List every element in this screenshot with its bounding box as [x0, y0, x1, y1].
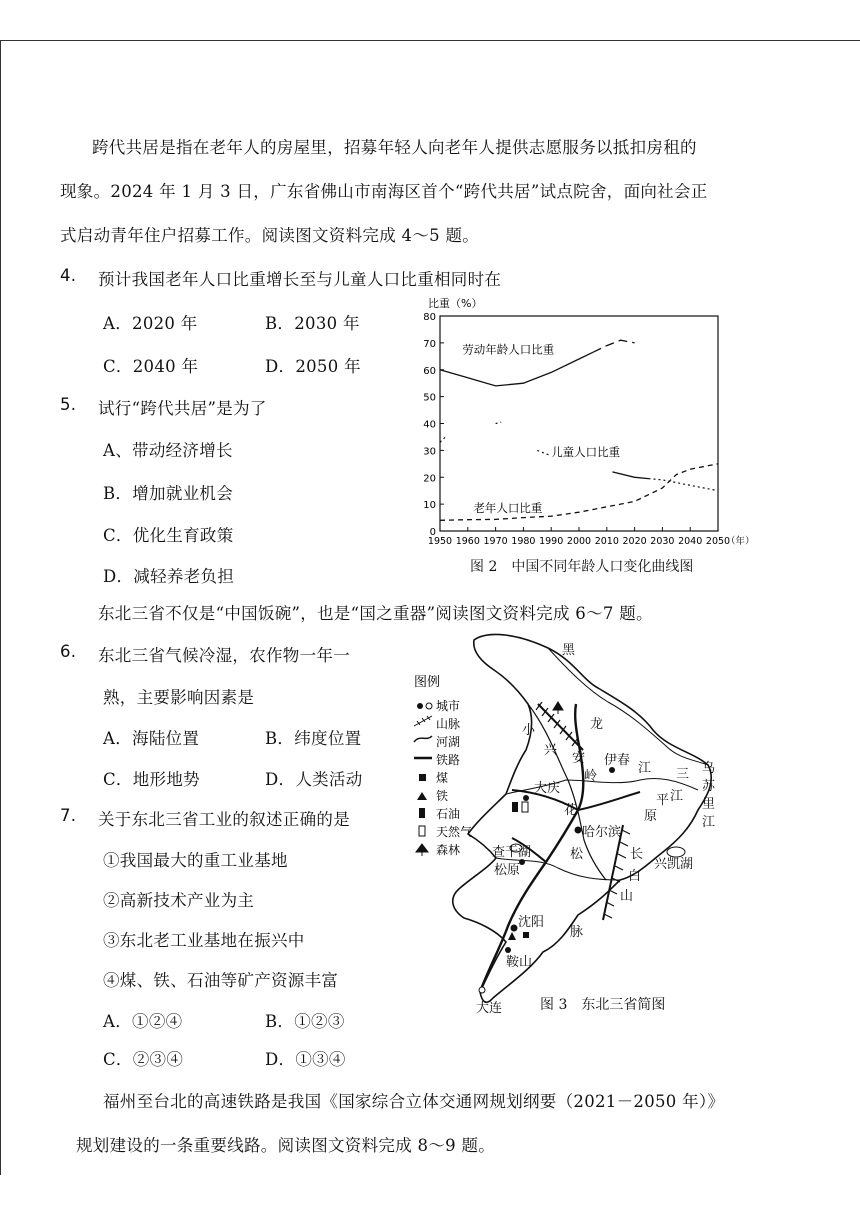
label-mai: 脉 [570, 925, 584, 940]
q4-option-a[interactable]: A．2020 年 [103, 314, 198, 333]
q7-number: 7. [60, 806, 77, 825]
intro-2: 东北三省不仅是“中国饭碗”，也是“国之重器”阅读图文资料完成 6～7 题。 [98, 604, 653, 623]
label-shenyang: 沈阳 [518, 915, 545, 930]
map-outline [453, 634, 712, 1002]
y-tick-label: 40 [423, 419, 436, 431]
y-tick-label: 20 [423, 473, 436, 485]
fig2-caption: 图 2 中国不同年龄人口变化曲线图 [470, 559, 694, 575]
y-tick-label: 70 [423, 338, 436, 350]
intro-3-line-2: 规划建设的一条重要线路。阅读图文资料完成 8～9 题。 [76, 1136, 496, 1155]
legend-coal: 煤 [436, 771, 449, 785]
q7-option-a[interactable]: A．①②④ [103, 1012, 183, 1031]
q6-option-b[interactable]: B．纬度位置 [265, 729, 362, 748]
label-dalian: 大连 [476, 1001, 503, 1016]
q6-option-c[interactable]: C．地形地势 [103, 770, 200, 789]
q7-option-c[interactable]: C．②③④ [103, 1050, 184, 1069]
label-shan: 山 [620, 889, 634, 904]
x-axis-unit: （年） [726, 536, 755, 547]
series-working-solid [440, 352, 593, 386]
label-yichun: 伊春 [604, 753, 631, 768]
q4-option-d[interactable]: D．2050 年 [265, 357, 361, 376]
legend-oil: 石油 [436, 807, 461, 821]
x-tick-label: 2010 [594, 536, 619, 547]
q7-statement-3: ③东北老工业基地在振兴中 [103, 931, 305, 950]
label-hua: 花 [564, 803, 578, 818]
legend-oil-icon [419, 808, 425, 818]
intro-line-2: 现象。2024 年 1 月 3 日，广东省佛山市南海区首个“跨代共居”试点院舍，面向社会正 [60, 182, 708, 201]
label-songyuan: 松原 [494, 863, 521, 878]
q5-option-a[interactable]: A、带动经济增长 [103, 441, 233, 460]
series-label-elderly: 老年人口比重 [473, 501, 543, 516]
legend-iron: 铁 [436, 789, 449, 803]
label-su: 苏 [702, 779, 716, 794]
q6-option-a[interactable]: A．海陆位置 [103, 729, 200, 748]
legend-title: 图例 [414, 675, 441, 690]
label-anshan: 鞍山 [506, 955, 533, 970]
legend-forest-icon [416, 844, 428, 856]
series-working-dashed [593, 340, 635, 352]
label-jiang-2: 江 [702, 815, 716, 830]
label-ping: 平 [656, 793, 670, 808]
legend-forest: 森林 [436, 843, 461, 857]
label-xingkaihu: 兴凯湖 [654, 857, 694, 872]
legend-gas-icon [419, 826, 425, 836]
x-tick-label: 2000 [566, 536, 592, 547]
y-axis-label: 比重（%） [428, 297, 483, 310]
lake-xingkai [667, 847, 685, 857]
city-anshan-dot [505, 947, 511, 953]
legend-city-icon-2 [426, 703, 432, 709]
page-frame-top [0, 40, 860, 41]
intro-line-3: 式启动青年住户招募工作。阅读图文资料完成 4～5 题。 [60, 226, 480, 245]
population-chart [410, 290, 770, 552]
q5-option-d[interactable]: D．减轻养老负担 [103, 567, 235, 586]
label-yuan: 原 [644, 809, 658, 824]
q7-statement-1: ①我国最大的重工业基地 [103, 851, 288, 870]
q7-option-d[interactable]: D．①③④ [265, 1050, 346, 1069]
y-tick-label: 10 [423, 500, 436, 512]
label-song: 松 [570, 847, 584, 862]
x-tick-label: 1970 [483, 536, 508, 547]
legend-mountain-icon [414, 716, 432, 726]
label-hei: 黑 [562, 643, 576, 658]
x-tick-label: 1980 [511, 536, 536, 547]
series-children-dotted-3 [537, 450, 551, 455]
oil-symbol [512, 802, 518, 812]
intro-line-1: 跨代共居是指在老年人的房屋里，招募年轻人向老年人提供志愿服务以抵扣房租的 [92, 138, 697, 157]
y-tick-label: 80 [423, 312, 436, 323]
city-haerbin-dot [575, 827, 582, 834]
q4-option-b[interactable]: B．2030 年 [265, 314, 360, 333]
label-wu: 乌 [702, 761, 716, 776]
q4-number: 4. [60, 266, 77, 285]
label-long: 龙 [590, 717, 604, 732]
label-haerbin: 哈尔滨 [582, 825, 622, 840]
label-bai: 白 [628, 869, 642, 884]
series-children-dotted-4 [649, 479, 719, 491]
y-tick-label: 60 [423, 365, 436, 377]
x-tick-label: 2050 [705, 536, 731, 547]
y-tick-label: 50 [423, 392, 436, 404]
legend-city: 城市 [436, 699, 461, 713]
x-tick-label: 2040 [678, 536, 703, 547]
q7-statement-2: ②高新技术产业为主 [103, 891, 255, 910]
label-jiang-1: 江 [638, 761, 652, 776]
x-tick-label: 1960 [455, 536, 480, 547]
intro-3-line-1: 福州至台北的高速铁路是我国《国家综合立体交通网规划纲要（2021－2050 年）》 [103, 1092, 725, 1111]
series-label-working: 劳动年龄人口比重 [462, 342, 555, 357]
q6-stem-2: 熟，主要影响因素是 [103, 688, 255, 707]
label-xing: 兴 [544, 743, 558, 758]
city-daqing-dot [523, 795, 529, 801]
q4-option-c[interactable]: C．2040 年 [103, 357, 199, 376]
q5-option-c[interactable]: C．优化生育政策 [103, 526, 234, 545]
coal-symbol [523, 932, 529, 938]
q6-option-d[interactable]: D．人类活动 [265, 770, 363, 789]
q7-statement-4: ④煤、铁、石油等矿产资源丰富 [103, 971, 339, 990]
fig3-caption: 图 3 东北三省简图 [540, 997, 666, 1013]
label-daqing: 大庆 [534, 781, 561, 796]
label-san: 三 [676, 767, 690, 782]
q6-number: 6. [60, 642, 77, 661]
label-ling: 岭 [584, 769, 598, 784]
series-label-children: 儿童人口比重 [551, 444, 621, 459]
series-children-dotted-1 [440, 437, 446, 442]
x-tick-label: 2030 [650, 536, 675, 547]
label-an: 安 [572, 751, 586, 766]
q4-stem: 预计我国老年人口比重增长至与儿童人口比重相同时在 [98, 270, 502, 289]
x-tick-label: 1950 [427, 536, 453, 547]
label-li: 里 [702, 797, 716, 812]
q7-stem: 关于东北三省工业的叙述正确的是 [98, 810, 350, 829]
legend-gas: 天然气 [436, 825, 473, 839]
label-zhang: 长 [630, 847, 644, 862]
q7-option-b[interactable]: B．①②③ [265, 1012, 345, 1031]
legend-rail: 铁路 [436, 753, 461, 767]
legend-city-icon [417, 703, 423, 709]
label-chaganhu: 查干湖 [492, 845, 532, 860]
city-shenyang-dot [511, 925, 518, 932]
q6-stem-1: 东北三省气候冷湿，农作物一年一 [98, 646, 350, 665]
series-children-solid [612, 472, 648, 479]
legend-mountain: 山脉 [436, 717, 461, 731]
label-jiang-3: 江 [670, 789, 684, 804]
page-frame-left [0, 40, 1, 1175]
x-tick-label: 1990 [539, 536, 564, 547]
legend-river-icon [414, 736, 432, 742]
x-tick-label: 2020 [622, 536, 647, 547]
city-dalian-dot [479, 987, 485, 993]
legend-river: 河湖 [436, 735, 461, 749]
q5-option-b[interactable]: B．增加就业机会 [103, 484, 234, 503]
y-tick-label: 0 [429, 527, 436, 538]
label-xiao: 小 [522, 723, 536, 738]
q5-number: 5. [60, 395, 77, 414]
series-children-dotted-2 [496, 422, 502, 423]
northeast-map [408, 630, 728, 1030]
y-tick-label: 30 [423, 446, 436, 458]
legend-coal-icon [419, 774, 426, 781]
q5-stem: 试行“跨代共居”是为了 [98, 399, 267, 418]
legend-iron-icon [417, 792, 427, 800]
